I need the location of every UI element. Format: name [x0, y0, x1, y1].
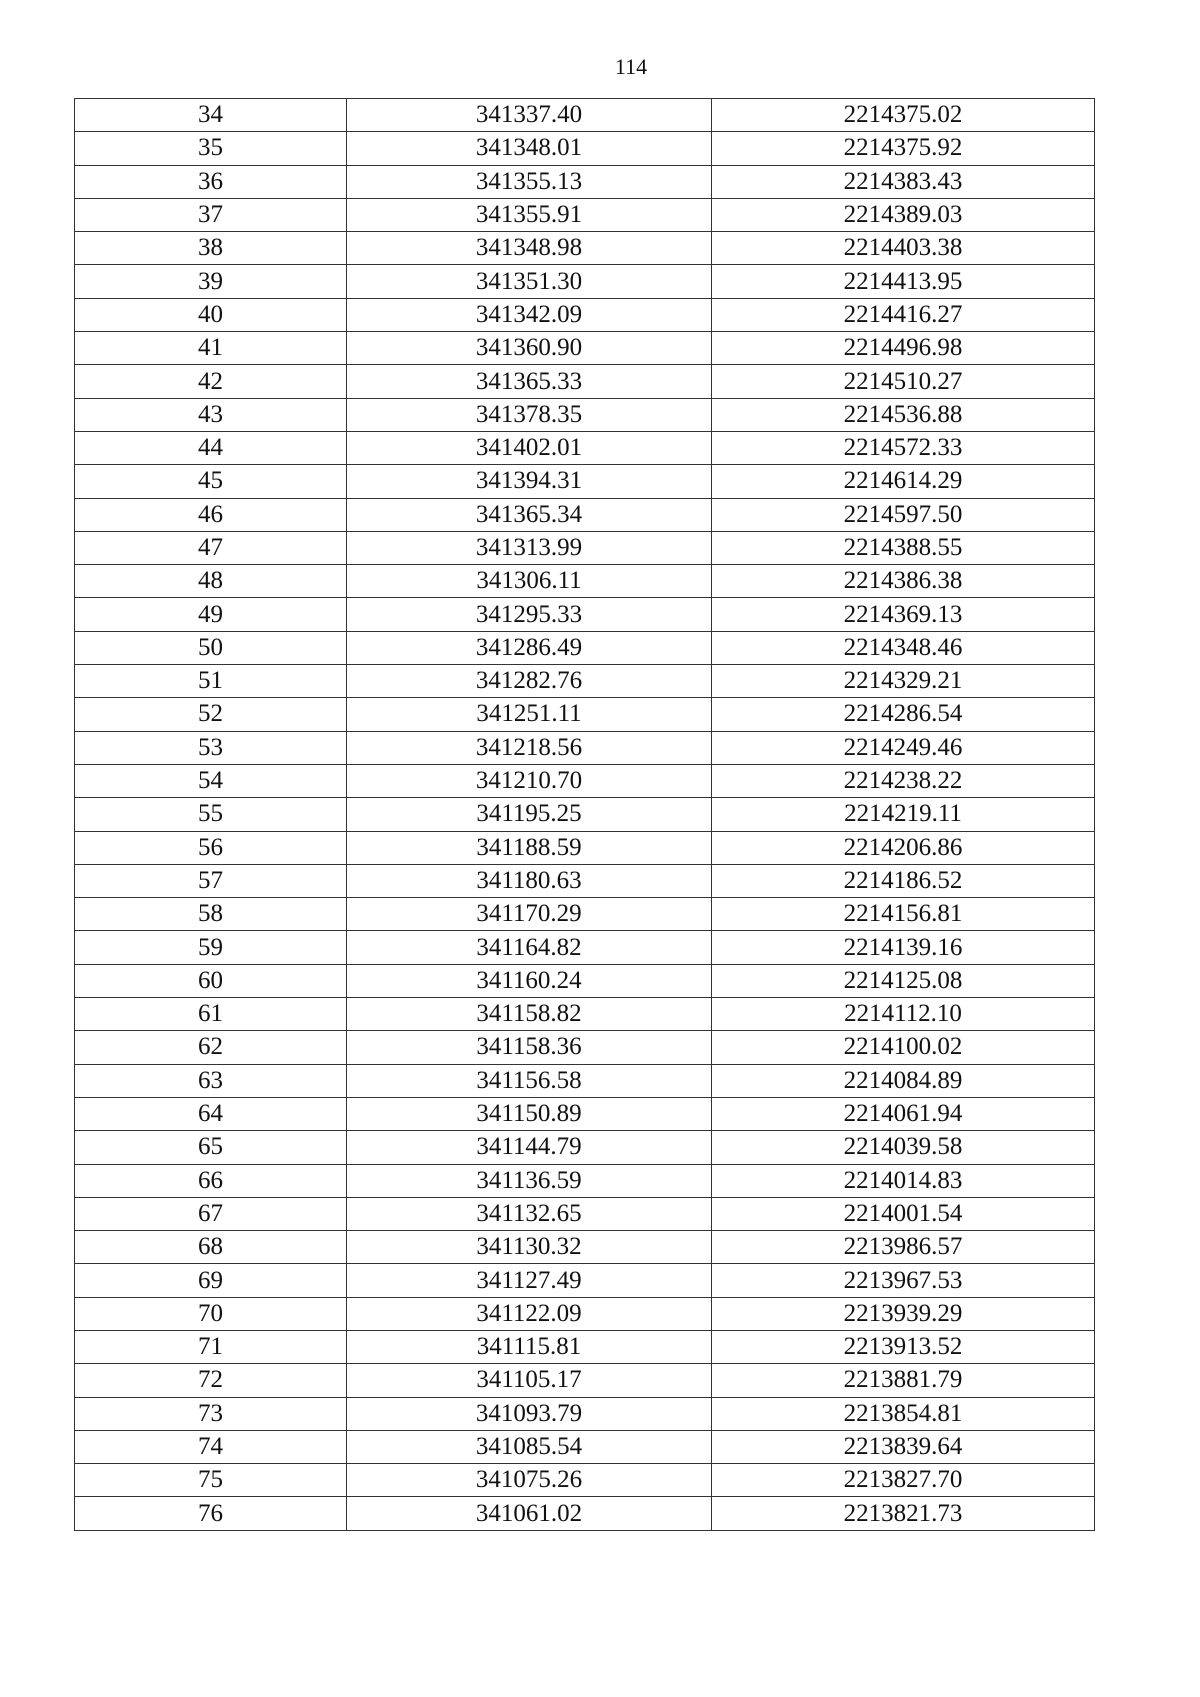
table-row — [75, 898, 1095, 931]
table-row — [75, 1330, 1095, 1363]
point-number-cell: 53 — [75, 731, 347, 764]
x-coordinate-cell: 341295.33 — [347, 598, 712, 631]
point-number-cell: 38 — [75, 232, 347, 265]
point-number-cell: 51 — [75, 665, 347, 698]
y-coordinate-cell: 2214383.43 — [712, 165, 1095, 198]
point-number-cell: 71 — [75, 1330, 347, 1363]
point-number-cell: 50 — [75, 631, 347, 664]
y-coordinate-cell: 2214389.03 — [712, 198, 1095, 231]
x-coordinate-cell: 341394.31 — [347, 465, 712, 498]
x-coordinate-cell: 341313.99 — [347, 531, 712, 564]
x-coordinate-cell: 341158.36 — [347, 1031, 712, 1064]
table-row — [75, 1131, 1095, 1164]
point-number-cell: 34 — [75, 99, 347, 132]
y-coordinate-cell: 2214238.22 — [712, 764, 1095, 797]
y-coordinate-cell: 2214386.38 — [712, 565, 1095, 598]
x-coordinate-cell: 341158.82 — [347, 998, 712, 1031]
y-coordinate-cell: 2213821.73 — [712, 1497, 1095, 1530]
x-coordinate-cell: 341180.63 — [347, 864, 712, 897]
table-row — [75, 1497, 1095, 1530]
table-row — [75, 1197, 1095, 1230]
table-row — [75, 731, 1095, 764]
point-number-cell: 55 — [75, 798, 347, 831]
table-row — [75, 631, 1095, 664]
x-coordinate-cell: 341360.90 — [347, 332, 712, 365]
table-row — [75, 1430, 1095, 1463]
table-row — [75, 265, 1095, 298]
table-row — [75, 1297, 1095, 1330]
point-number-cell: 37 — [75, 198, 347, 231]
point-number-cell: 40 — [75, 298, 347, 331]
x-coordinate-cell: 341355.91 — [347, 198, 712, 231]
y-coordinate-cell: 2214403.38 — [712, 232, 1095, 265]
y-coordinate-cell: 2213913.52 — [712, 1330, 1095, 1363]
table-row — [75, 1397, 1095, 1430]
point-number-cell: 35 — [75, 132, 347, 165]
point-number-cell: 66 — [75, 1164, 347, 1197]
y-coordinate-cell: 2214001.54 — [712, 1197, 1095, 1230]
point-number-cell: 43 — [75, 398, 347, 431]
y-coordinate-cell: 2214186.52 — [712, 864, 1095, 897]
x-coordinate-cell: 341365.34 — [347, 498, 712, 531]
table-row — [75, 365, 1095, 398]
table-row — [75, 864, 1095, 897]
table-row — [75, 1164, 1095, 1197]
point-number-cell: 56 — [75, 831, 347, 864]
x-coordinate-cell: 341156.58 — [347, 1064, 712, 1097]
x-coordinate-cell: 341351.30 — [347, 265, 712, 298]
point-number-cell: 45 — [75, 465, 347, 498]
table-row — [75, 798, 1095, 831]
point-number-cell: 61 — [75, 998, 347, 1031]
y-coordinate-cell: 2213854.81 — [712, 1397, 1095, 1430]
x-coordinate-cell: 341342.09 — [347, 298, 712, 331]
y-coordinate-cell: 2214206.86 — [712, 831, 1095, 864]
y-coordinate-cell: 2214413.95 — [712, 265, 1095, 298]
x-coordinate-cell: 341164.82 — [347, 931, 712, 964]
x-coordinate-cell: 341282.76 — [347, 665, 712, 698]
point-number-cell: 70 — [75, 1297, 347, 1330]
y-coordinate-cell: 2214510.27 — [712, 365, 1095, 398]
x-coordinate-cell: 341348.01 — [347, 132, 712, 165]
table-row — [75, 132, 1095, 165]
x-coordinate-cell: 341402.01 — [347, 431, 712, 464]
y-coordinate-cell: 2214061.94 — [712, 1097, 1095, 1130]
table-row — [75, 698, 1095, 731]
point-number-cell: 49 — [75, 598, 347, 631]
point-number-cell: 36 — [75, 165, 347, 198]
table-row — [75, 1264, 1095, 1297]
point-number-cell: 46 — [75, 498, 347, 531]
y-coordinate-cell: 2214219.11 — [712, 798, 1095, 831]
point-number-cell: 68 — [75, 1231, 347, 1264]
x-coordinate-cell: 341130.32 — [347, 1231, 712, 1264]
x-coordinate-cell: 341075.26 — [347, 1464, 712, 1497]
point-number-cell: 65 — [75, 1131, 347, 1164]
point-number-cell: 59 — [75, 931, 347, 964]
y-coordinate-cell: 2214348.46 — [712, 631, 1095, 664]
point-number-cell: 58 — [75, 898, 347, 931]
y-coordinate-cell: 2214375.02 — [712, 99, 1095, 132]
x-coordinate-cell: 341306.11 — [347, 565, 712, 598]
x-coordinate-cell: 341348.98 — [347, 232, 712, 265]
table-row — [75, 531, 1095, 564]
point-number-cell: 76 — [75, 1497, 347, 1530]
table-row — [75, 831, 1095, 864]
y-coordinate-cell: 2213827.70 — [712, 1464, 1095, 1497]
table-row — [75, 1464, 1095, 1497]
x-coordinate-cell: 341210.70 — [347, 764, 712, 797]
x-coordinate-cell: 341115.81 — [347, 1330, 712, 1363]
point-number-cell: 64 — [75, 1097, 347, 1130]
y-coordinate-cell: 2214039.58 — [712, 1131, 1095, 1164]
point-number-cell: 47 — [75, 531, 347, 564]
point-number-cell: 69 — [75, 1264, 347, 1297]
y-coordinate-cell: 2214249.46 — [712, 731, 1095, 764]
x-coordinate-cell: 341085.54 — [347, 1430, 712, 1463]
point-number-cell: 54 — [75, 764, 347, 797]
x-coordinate-cell: 341144.79 — [347, 1131, 712, 1164]
point-number-cell: 48 — [75, 565, 347, 598]
y-coordinate-cell: 2214614.29 — [712, 465, 1095, 498]
y-coordinate-cell: 2213881.79 — [712, 1364, 1095, 1397]
x-coordinate-cell: 341170.29 — [347, 898, 712, 931]
y-coordinate-cell: 2213939.29 — [712, 1297, 1095, 1330]
point-number-cell: 62 — [75, 1031, 347, 1064]
table-row — [75, 998, 1095, 1031]
point-number-cell: 52 — [75, 698, 347, 731]
table-row — [75, 465, 1095, 498]
table-row — [75, 99, 1095, 132]
point-number-cell: 44 — [75, 431, 347, 464]
point-number-cell: 67 — [75, 1197, 347, 1230]
x-coordinate-cell: 341355.13 — [347, 165, 712, 198]
x-coordinate-cell: 341127.49 — [347, 1264, 712, 1297]
point-number-cell: 39 — [75, 265, 347, 298]
y-coordinate-cell: 2214416.27 — [712, 298, 1095, 331]
table-row — [75, 665, 1095, 698]
point-number-cell: 75 — [75, 1464, 347, 1497]
table-row — [75, 298, 1095, 331]
point-number-cell: 57 — [75, 864, 347, 897]
table-row — [75, 1364, 1095, 1397]
x-coordinate-cell: 341251.11 — [347, 698, 712, 731]
x-coordinate-cell: 341337.40 — [347, 99, 712, 132]
table-row — [75, 431, 1095, 464]
y-coordinate-cell: 2214084.89 — [712, 1064, 1095, 1097]
x-coordinate-cell: 341061.02 — [347, 1497, 712, 1530]
coordinate-table-body — [75, 99, 1095, 1531]
point-number-cell: 72 — [75, 1364, 347, 1397]
y-coordinate-cell: 2213839.64 — [712, 1430, 1095, 1463]
x-coordinate-cell: 341218.56 — [347, 731, 712, 764]
x-coordinate-cell: 341378.35 — [347, 398, 712, 431]
x-coordinate-cell: 341286.49 — [347, 631, 712, 664]
y-coordinate-cell: 2214156.81 — [712, 898, 1095, 931]
page-number: 114 — [614, 54, 648, 79]
y-coordinate-cell: 2214388.55 — [712, 531, 1095, 564]
table-row — [75, 598, 1095, 631]
table-row — [75, 165, 1095, 198]
table-row — [75, 764, 1095, 797]
point-number-cell: 63 — [75, 1064, 347, 1097]
table-row — [75, 398, 1095, 431]
y-coordinate-cell: 2214369.13 — [712, 598, 1095, 631]
x-coordinate-cell: 341195.25 — [347, 798, 712, 831]
table-row — [75, 332, 1095, 365]
y-coordinate-cell: 2213967.53 — [712, 1264, 1095, 1297]
table-row — [75, 1064, 1095, 1097]
y-coordinate-cell: 2214014.83 — [712, 1164, 1095, 1197]
point-number-cell: 41 — [75, 332, 347, 365]
y-coordinate-cell: 2214375.92 — [712, 132, 1095, 165]
x-coordinate-cell: 341188.59 — [347, 831, 712, 864]
y-coordinate-cell: 2214139.16 — [712, 931, 1095, 964]
x-coordinate-cell: 341105.17 — [347, 1364, 712, 1397]
table-row — [75, 931, 1095, 964]
table-row — [75, 232, 1095, 265]
y-coordinate-cell: 2214286.54 — [712, 698, 1095, 731]
x-coordinate-cell: 341093.79 — [347, 1397, 712, 1430]
table-row — [75, 498, 1095, 531]
coordinate-table — [74, 98, 1095, 1531]
point-number-cell: 42 — [75, 365, 347, 398]
y-coordinate-cell: 2214572.33 — [712, 431, 1095, 464]
x-coordinate-cell: 341365.33 — [347, 365, 712, 398]
x-coordinate-cell: 341150.89 — [347, 1097, 712, 1130]
x-coordinate-cell: 341136.59 — [347, 1164, 712, 1197]
y-coordinate-cell: 2213986.57 — [712, 1231, 1095, 1264]
table-row — [75, 1231, 1095, 1264]
table-row — [75, 1031, 1095, 1064]
table-row — [75, 964, 1095, 997]
y-coordinate-cell: 2214496.98 — [712, 332, 1095, 365]
point-number-cell: 60 — [75, 964, 347, 997]
table-row — [75, 565, 1095, 598]
y-coordinate-cell: 2214112.10 — [712, 998, 1095, 1031]
table-row — [75, 198, 1095, 231]
y-coordinate-cell: 2214100.02 — [712, 1031, 1095, 1064]
y-coordinate-cell: 2214536.88 — [712, 398, 1095, 431]
x-coordinate-cell: 341132.65 — [347, 1197, 712, 1230]
x-coordinate-cell: 341122.09 — [347, 1297, 712, 1330]
y-coordinate-cell: 2214597.50 — [712, 498, 1095, 531]
point-number-cell: 74 — [75, 1430, 347, 1463]
y-coordinate-cell: 2214125.08 — [712, 964, 1095, 997]
y-coordinate-cell: 2214329.21 — [712, 665, 1095, 698]
table-row — [75, 1097, 1095, 1130]
x-coordinate-cell: 341160.24 — [347, 964, 712, 997]
point-number-cell: 73 — [75, 1397, 347, 1430]
